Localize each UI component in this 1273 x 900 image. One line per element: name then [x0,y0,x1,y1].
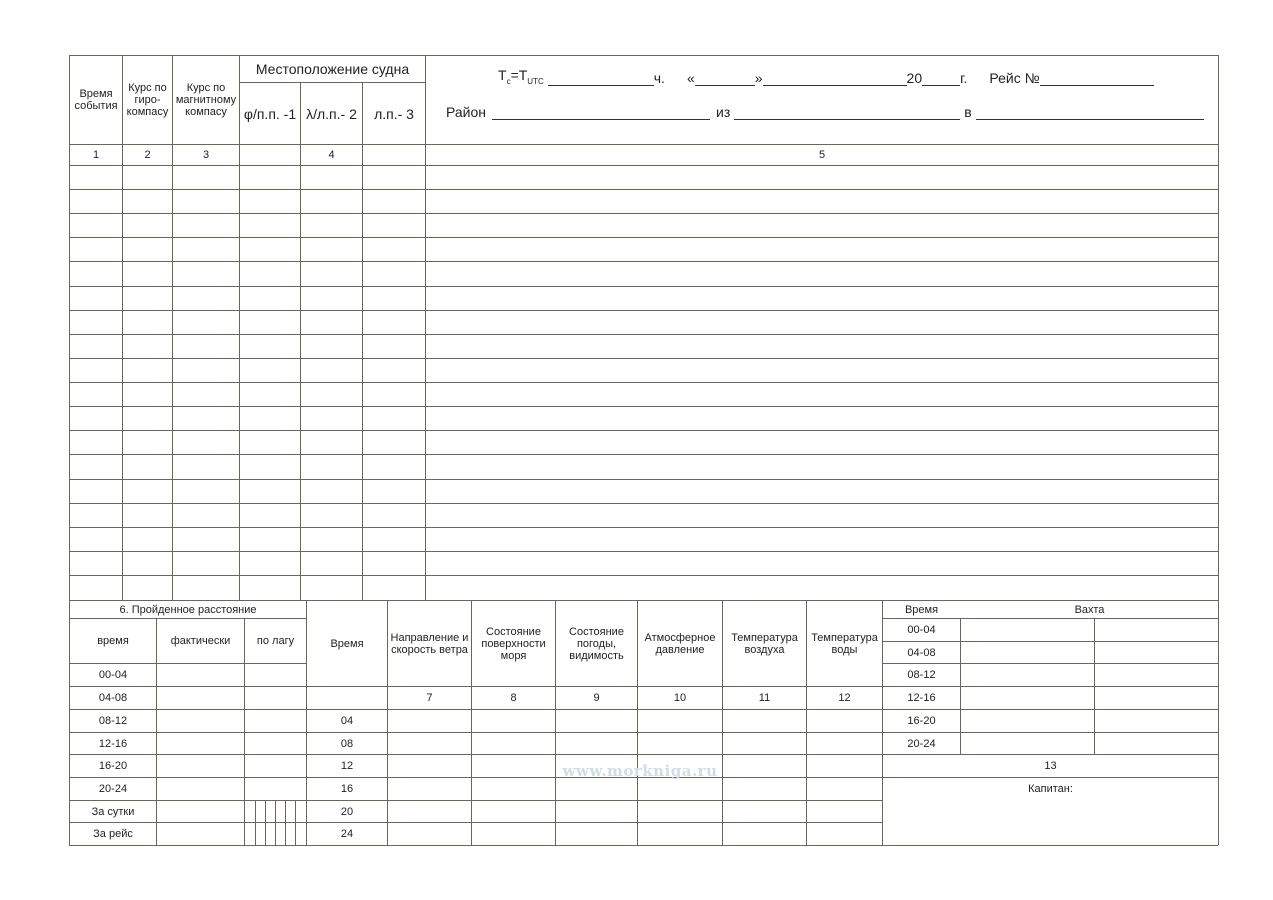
header-magnetic-course: Курс по магнитному компасу [175,82,237,118]
from-label: из [716,104,731,120]
col-number-11: 11 [758,692,771,704]
row-line [69,358,1218,359]
hours-label: ч. [653,70,665,86]
row-line [69,310,1218,311]
distance-col-log: по лагу [256,635,295,647]
weather-col-water-temp: Температура воды [811,631,878,656]
row-line [69,709,882,710]
watermark: www.morkniga.ru [562,762,718,780]
col-number-7: 7 [426,692,433,704]
col-number-5: 5 [818,149,826,161]
header-region-line [446,102,1204,120]
weather-col-pressure: Атмосферное давление [644,631,716,656]
watch-row-label: 16-20 [907,715,936,727]
time-zone-field[interactable] [548,71,654,86]
from-field[interactable] [734,105,960,120]
row-line [69,479,1218,480]
region-label: Район [446,104,486,120]
quote-open: « [686,70,695,86]
weather-col-air-temp: Температура воздуха [731,631,798,656]
col-number-8: 8 [510,692,517,704]
weather-time-row: 12 [340,760,354,772]
watch-row-label: 04-08 [907,646,936,659]
row-line [69,237,1218,238]
weather-time-row: 20 [340,805,354,818]
header-latitude: φ/п.п. -1 [243,105,297,122]
row-line [69,777,882,778]
row-line [69,454,1218,455]
day-field[interactable] [695,71,755,86]
header-time-date-line [498,68,1154,86]
year-prefix: 20 [906,70,923,86]
header-event-time: Время события [74,88,118,112]
header-lp3: л.п.- 3 [374,105,414,122]
col-number-9: 9 [593,692,600,704]
voyage-number-field[interactable] [1040,71,1154,86]
row-line [69,822,882,823]
col-number-1: 1 [92,149,100,161]
watch-row-label: 08-12 [907,669,936,681]
weather-col-time: Время [330,637,364,650]
row-line [69,382,1218,383]
row-line [69,286,1218,287]
row-line [69,406,1218,407]
voyage-label: Рейс № [989,70,1040,86]
distance-row-label: 12-16 [98,737,128,750]
distance-row-label: 16-20 [98,760,128,772]
distance-title: 6. Пройденное расстояние [119,603,257,616]
distance-row-label: 08-12 [98,715,128,727]
row-line [69,732,882,733]
weather-time-row: 04 [340,715,354,727]
col-number-2: 2 [144,149,151,161]
distance-col-actual: фактически [170,635,231,647]
frame-right [1218,55,1219,845]
quote-close: » [754,70,763,86]
watch-row-label: 20-24 [907,737,936,750]
header-longitude: λ/л.п.- 2 [306,105,357,122]
tc-label: $T_c=T_{UTC}$ [498,67,544,86]
year-suffix: г. [960,70,968,86]
row-line [69,213,1218,214]
row-line [69,575,1218,576]
row-line [69,189,1218,190]
watch-row-label: 00-04 [907,624,936,636]
watch-col-watch: Вахта [1074,603,1105,616]
month-field[interactable] [763,71,907,86]
distance-row-label: За рейс [93,828,133,840]
region-field[interactable] [492,105,710,120]
row-line [69,334,1218,335]
row-line [69,261,1218,262]
to-field[interactable] [976,105,1204,120]
distance-row-label: 00-04 [98,669,128,681]
weather-time-row: 16 [340,783,354,795]
col-divider [362,82,363,600]
row-line [69,165,1218,166]
year-field[interactable] [922,71,960,86]
col-number-12: 12 [838,692,851,704]
col-number-4: 4 [328,149,335,161]
col-number-10: 10 [673,692,687,704]
weather-col-sea: Состояние поверхности моря [481,625,546,662]
watch-row-label: 12-16 [907,692,936,704]
weather-col-weather: Состояние погоды, видимость [569,625,624,662]
header-ship-location: Местоположение судна [255,61,410,77]
weather-time-row: 08 [340,737,354,750]
distance-col-time: время [97,635,129,647]
col-divider [425,55,426,600]
weather-col-wind: Направление и скорость ветра [390,631,469,656]
row-line [69,754,882,755]
col-number-3: 3 [202,149,210,161]
col-number-13: 13 [1044,760,1057,772]
to-label: в [964,104,972,120]
frame-bottom [69,845,1218,846]
row-line [69,503,1218,504]
weather-time-row: 24 [340,828,354,840]
row-line [69,527,1218,528]
distance-row-label: За сутки [91,805,135,818]
distance-row-label: 04-08 [98,692,128,704]
row-line [69,551,1218,552]
row-line [69,800,882,801]
header-gyro-course: Курс по гиро-компасу [126,82,169,118]
captain-label: Капитан: [1028,783,1073,795]
watch-col-time: Время [904,603,939,616]
distance-row-label: 20-24 [98,783,128,795]
row-line [69,430,1218,431]
